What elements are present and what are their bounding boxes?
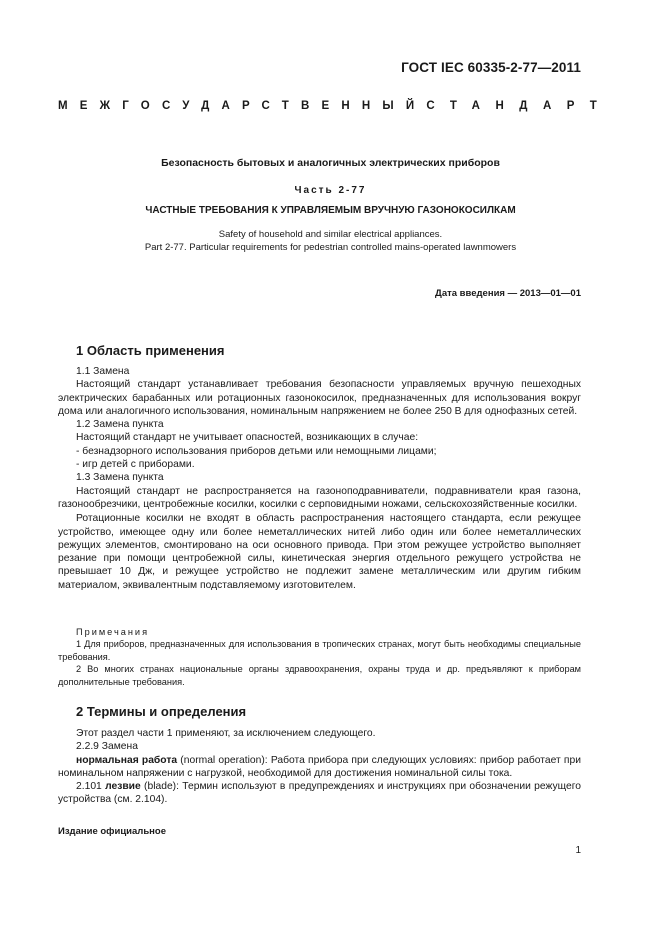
- notes-label: Примечания: [76, 627, 150, 637]
- note-2: 2 Во многих странах национальные органы здравоохранения, охраны труда и др. предъявляют к приборам дополнительные требования.: [58, 664, 581, 687]
- term: нормальная работа: [76, 754, 178, 766]
- banner-word-standard: СТАНДАРТ: [426, 100, 613, 112]
- clause-1-2: 1.2 Замена пункта: [76, 419, 164, 431]
- note-1: 1 Для приборов, предназначенных для использования в тропических странах, могут быть необходимы специальные требования.: [58, 639, 581, 662]
- page-number: 1: [575, 845, 581, 856]
- list-item: - игр детей с приборами.: [76, 459, 195, 471]
- clause-1-3: 1.3 Замена пункта: [76, 472, 164, 484]
- section-1-body: [58, 365, 581, 592]
- term: лезвие: [105, 781, 141, 793]
- document-title: Безопасность бытовых и аналогичных электрических приборов: [161, 157, 500, 169]
- section-1-heading: 1 Область применения: [76, 343, 225, 358]
- part-title: ЧАСТНЫЕ ТРЕБОВАНИЯ К УПРАВЛЯЕМЫМ ВРУЧНУЮ ГАЗОНОКОСИЛКАМ: [145, 205, 516, 216]
- definition-blade: [58, 780, 581, 807]
- clause-number: 2.101: [76, 781, 106, 793]
- definition-normal-operation: [58, 754, 581, 781]
- section-2-body: [58, 727, 581, 807]
- paragraph: Этот раздел части 1 применяют, за исключением следующего.: [76, 728, 376, 739]
- notes-block: [58, 626, 581, 688]
- section-2-heading: 2 Термины и определения: [76, 704, 247, 719]
- paragraph: Настоящий стандарт устанавливает требования безопасности управляемых вручную пешеходных электрических барабанных или ротационных газонокосилок, предназначенных для использования вокруг дома или аналогичного использования, номинальным напряжением не более 250 В для однофазных сетей.: [58, 379, 581, 417]
- english-title-line2: Part 2-77. Particular requirements for pedestrian controlled mains-operated lawnmowers: [144, 242, 517, 253]
- interstate-standard-banner: [58, 100, 613, 112]
- banner-word-interstate: МЕЖГОСУДАРСТВЕННЫЙ: [58, 100, 427, 112]
- clause-1-1: 1.1 Замена: [76, 366, 130, 377]
- official-edition-label: Издание официальное: [58, 826, 166, 837]
- part-label: Часть 2-77: [294, 185, 367, 196]
- standard-code: ГОСТ IEC 60335-2-77—2011: [401, 60, 581, 75]
- definition-text: (blade): Термин используют в предупреждениях и инструкциях при обозначении режущего устройства (см. 2.104).: [58, 781, 581, 806]
- clause-2-2-9: 2.2.9 Замена: [76, 741, 138, 753]
- introduction-date: Дата введения — 2013—01—01: [435, 288, 581, 299]
- paragraph: Ротационные косилки не входят в область распространения настоящего стандарта, если режущее устройство, имеющее одну или более неметаллических нитей либо один или более неметаллических режущих элементов, смонтировано на оси основного привода. При этом режущее устройство выполняет резание при помощи центробежной силы, кинетическая энергия отдельного режущего устройства не превышает 10 Дж, и режущее устройство не подлежит замене металлическим или другим гибким материалом, эквивалентным подставляемому изготовителем.: [58, 513, 581, 591]
- paragraph: Настоящий стандарт не учитывает опасностей, возникающих в случае:: [76, 432, 419, 444]
- definition-text: (normal operation): Работа прибора при следующих условиях: прибор работает при номинальном напряжении с нагрузкой, необходимой для достижения номинальной силы тока.: [58, 754, 581, 779]
- paragraph: Настоящий стандарт не распространяется на газоноподравниватели, подравниватели края газона, газонообрезчики, центробежные косилки, косилки с серповидными ножами, сельскохозяйственные косилки.: [58, 485, 581, 510]
- list-item: - безнадзорного использования приборов детьми или немощными лицами;: [76, 445, 437, 457]
- english-title-line1: Safety of household and similar electrical appliances.: [218, 229, 443, 240]
